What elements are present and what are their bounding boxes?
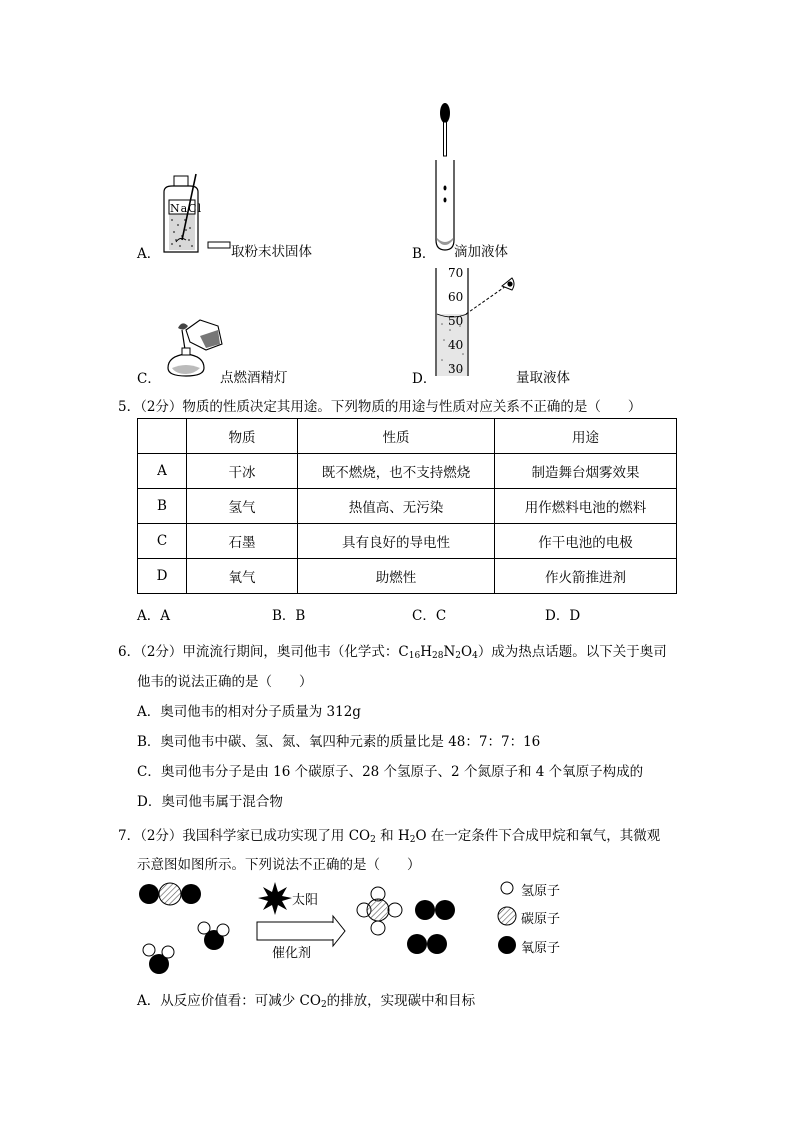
q4-option-a-letter: A． xyxy=(137,246,161,262)
table-header xyxy=(138,419,187,454)
formula-sub: 28 xyxy=(432,651,444,661)
table-cell: 石墨 xyxy=(187,524,298,559)
legend-carbon-label: 碳原子 xyxy=(521,912,561,927)
q4-option-c-caption: 点燃酒精灯 xyxy=(220,370,288,386)
q5-answer-c: C．C xyxy=(412,608,447,624)
table-cell: 既不燃烧，也不支持燃烧 xyxy=(298,454,495,489)
formula-sub: 2 xyxy=(409,835,416,845)
table-cell: 氧气 xyxy=(187,559,298,594)
q7-option-a-text: A．从反应价值看：可减少 CO xyxy=(137,993,321,1009)
graduated-cylinder-figure xyxy=(430,264,530,380)
table-cell: B xyxy=(138,489,187,524)
q6-option-b: B．奥司他韦中碳、氢、氮、氧四种元素的质量比是 48：7：7：16 xyxy=(137,734,541,750)
q4-option-d-letter: D． xyxy=(412,371,437,387)
table-cell: 制造舞台烟雾效果 xyxy=(495,454,677,489)
formula-element: O xyxy=(461,644,473,660)
table-cell: 具有良好的导电性 xyxy=(298,524,495,559)
q4-option-b-letter: B． xyxy=(412,246,436,262)
o2-molecule xyxy=(407,934,447,954)
dropper-test-tube-figure xyxy=(430,100,460,260)
formula-sub: 2 xyxy=(370,835,376,845)
legend-oxygen-icon xyxy=(498,936,516,954)
table-header: 物质 xyxy=(187,419,298,454)
q6-option-c: C．奥司他韦分子是由 16 个碳原子、28 个氢原子、2 个氮原子和 4 个氧原子构成的 xyxy=(137,764,644,780)
table-cell: D xyxy=(138,559,187,594)
q5-answer-d: D．D xyxy=(545,608,581,624)
table-cell: 热值高、无污染 xyxy=(298,489,495,524)
formula-sub: 2 xyxy=(455,651,461,661)
q6-stem-line1 xyxy=(118,640,667,661)
q7-stem-line2: 示意图如图所示。下列说法不正确的是（ ） xyxy=(137,857,421,873)
cylinder-tick-30: 30 xyxy=(448,362,464,376)
h2o-molecule xyxy=(143,944,174,974)
h2o-molecule xyxy=(198,922,229,950)
q7-stem-text: O 在一定条件下合成甲烷和氧气，其微观 xyxy=(415,828,661,844)
table-row xyxy=(138,559,677,594)
q4-option-d-caption: 量取液体 xyxy=(516,370,570,386)
legend-oxygen-label: 氧原子 xyxy=(521,941,561,956)
legend-hydrogen-label: 氢原子 xyxy=(521,884,561,899)
table-cell: 用作燃料电池的燃料 xyxy=(495,489,677,524)
q7-stem-line1 xyxy=(118,824,660,845)
cylinder-tick-70: 70 xyxy=(448,266,464,280)
table-cell: 氢气 xyxy=(187,489,298,524)
q5-answer-a: A．A xyxy=(137,608,170,624)
formula-sub: 16 xyxy=(408,651,421,661)
formula-sub: 2 xyxy=(320,1000,327,1010)
table-cell: A xyxy=(138,454,187,489)
cylinder-tick-40: 40 xyxy=(448,338,464,352)
nacl-label: NaCl xyxy=(170,202,203,215)
co2-molecule xyxy=(139,883,201,905)
table-cell: 作火箭推进剂 xyxy=(495,559,677,594)
formula-element: H xyxy=(420,644,432,660)
property-use-table xyxy=(137,418,677,594)
q4-option-c-letter: C． xyxy=(137,371,161,387)
q7-stem-text: 7．（2分）我国科学家已成功实现了用 CO xyxy=(118,828,371,844)
table-cell: 助燃性 xyxy=(298,559,495,594)
table-row xyxy=(138,489,677,524)
q6-stem-text: 6．（2分）甲流流行期间，奥司他韦（化学式：C xyxy=(118,644,409,660)
cylinder-tick-50: 50 xyxy=(448,314,464,328)
table-header: 用途 xyxy=(495,419,677,454)
formula-element: N xyxy=(443,644,456,660)
powder-bottle-figure xyxy=(160,170,235,260)
q7-stem-text: 和 H xyxy=(375,828,410,844)
table-header: 性质 xyxy=(298,419,495,454)
q4-option-b-caption: 滴加液体 xyxy=(454,244,508,260)
cylinder-tick-60: 60 xyxy=(448,290,464,304)
q7-option-a xyxy=(137,989,475,1010)
table-cell: C xyxy=(138,524,187,559)
table-row xyxy=(138,524,677,559)
legend-carbon-icon xyxy=(498,907,516,925)
catalyst-label: 催化剂 xyxy=(272,946,312,961)
q5-stem: 5．（2分）物质的性质决定其用途。下列物质的用途与性质对应关系不正确的是（ ） xyxy=(118,399,642,415)
q4-option-a-caption: 取粉末状固体 xyxy=(231,244,312,260)
ch4-molecule xyxy=(357,887,402,935)
sun-icon xyxy=(258,882,292,915)
q6-option-d: D．奥司他韦属于混合物 xyxy=(137,794,283,810)
formula-sub: 4 xyxy=(472,651,478,661)
table-cell: 干冰 xyxy=(187,454,298,489)
table-cell: 作干电池的电极 xyxy=(495,524,677,559)
q5-answer-b: B．B xyxy=(272,608,306,624)
sun-label: 太阳 xyxy=(292,893,319,908)
q6-stem-line2: 他韦的说法正确的是（ ） xyxy=(137,674,313,690)
legend-hydrogen-icon xyxy=(501,882,513,894)
o2-molecule xyxy=(415,900,455,920)
table-row xyxy=(138,454,677,489)
q6-option-a: A．奥司他韦的相对分子质量为 312g xyxy=(137,704,361,720)
q7-option-a-text: 的排放，实现碳中和目标 xyxy=(326,993,476,1009)
table-header-row xyxy=(138,419,677,454)
q6-stem-text: ）成为热点话题。以下关于奥司 xyxy=(477,644,667,660)
